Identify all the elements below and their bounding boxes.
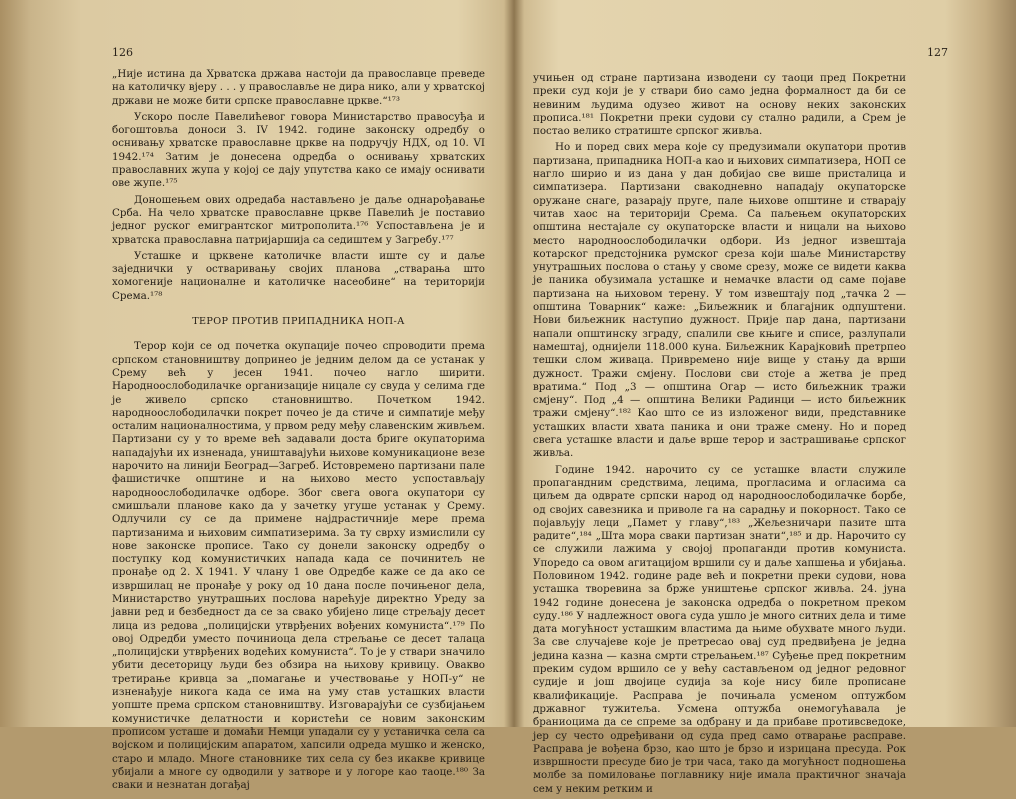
right-page	[508, 0, 1016, 795]
body-paragraph: Ускоро после Павелићевог говора Министарство правосуђа и богоштовља доноси 3. IV 1942. године законску одредбу о оснивању хрватске православне цркве на подручју НДХ, од 10. VI 1942.¹⁷⁴ Затим је донесена одредба о оснивању хрватских православних жупа у којој се дају упутства како се имају оснивати ове жупе.¹⁷⁵	[112, 110, 485, 190]
right-page-text	[533, 72, 906, 799]
body-paragraph: Доношењем ових одредаба настављено је даље однарођавање Срба. На чело хрватске православне цркве Павелић је поставио једног руског емигрантског митрополита.¹⁷⁶ Успостављена је и хрватска православна патријаршија са седиштем у Загребу.¹⁷⁷	[112, 193, 485, 246]
page-number: 127	[927, 46, 948, 59]
body-paragraph: Но и поред свих мера које су предузимали окупатори против партизана, припадника НОП-а као и њихових симпатизера, НОП се нагло ширио и из дана у дан добијао све више присталица и симпатизера. Партизани свакодневно нападају окупаторске оружане снаге, разарају пруге, пале њихове општине и стварају читав хаос на територији Срема. Са паљењем окупаторских општина нестајале су окупаторске власти и ницали на њихово место народноослободилачки одбори. Из једног извештаја котарског предстојника румског среза који шаље Министарству унутрашњих послова о стању у своме срезу, може се видети каква је паника обузимала усташке и немачке власти од саме појаве партизана на њиховом терену. У том извештају под „тачка 2 — општина Товарник“ каже: „Биљежник и благајник одпуштени. Нови биљежник наступио дужност. Прије пар дана, партизани напали општинску зграду, спалили све књиге и списе, разлупали намештај, однијели 118.000 куна. Биљежник Карајковић претрпео тешки слом живаца. Привремено није вище у стању да врши дужност. Тражи смјену. Послови сви стоје а жетва је пред вратима.“ Под „3 — општина Огар — исто биљежник тражи смјену“. Под „4 — општина Велики Радинци — исто биљежник тражи смјену“.¹⁸² Као што се из изложеног види, представнике усташких власти хвата паника и они траже смену. Но и поред свега усташке власти и даље врше терор и застрашивање српског живља.	[533, 141, 906, 460]
body-paragraph: учињен од стране партизана изводени су таоци пред Покретни преки суд који је у ствари био само једна формалност да би се невиним људима одузео живот на основу неких законских прописа.¹⁸¹ Покретни преки судови су стално радили, а Срем је постао велико стратиште српског живља.	[533, 72, 906, 138]
quote-paragraph: „Није истина да Хрватска држава настоји да православце преведе на католичку вјеру . . . у православље не дира нико, али у хрватској држави не може бити српске православне цркве.“¹⁷³	[112, 68, 485, 107]
body-paragraph: Године 1942. нарочито су се усташке власти служиле пропагандним средствима, лецима, прогласима и огласима са циљем да одврате српски народ од народноослободилачке борбе, од својих савезника и приволе га на сарадњу и покорност. Тако се појављују леци „Памет у главу“,¹⁸³ „Жељезничари пазите шта радите“,¹⁸⁴ „Шта мора сваки партизан знати“,¹⁸⁵ и др. Нарочито су се служили лажима у својој пропаганди против комуниста. Упоредо са овом агитацијом вршили су и даље хапшења и убијања. Половином 1942. године раде већ и покретни преки судови, нова усташка творевина за брже уништење српског живља. 24. јуна 1942 године донесена је законска одредба о покретном преком суду.¹⁸⁶ У надлежност овога суда ушло је много ситних дела и тиме дата могућност усташким властима да њиме обухвате много људи. За све случајеве које је претресао овај суд предвиђена је једна једина казна — казна смрти стрељањем.¹⁸⁷ Суђење пред покретним преким судом вршило се у већу састављеном од једног редовног судије и још двојице судија за које нису биле прописане квалификације. Расправа је почињала усменом оптужбом државног тужитеља. Усмена оптужба онемогућавала је браниоцима да се спреме за одбрану и да прибаве противсведоке, јер су често одређивани од суда пред само отварање расправе. Расправа је вођена брзо, као што је брзо и изрицана пресуда. Рок извршности пресуде био је три часа, тако да могућност подношења молбе за помиловање поглавнику није имала практичног значаја сем у неким ретким и	[533, 463, 906, 795]
left-page-text	[112, 68, 485, 795]
body-paragraph: Усташке и црквене католичке власти иште су и даље заједнички у остваривању својих планова „стварања што хомогеније националне и католичке насеобине“ на територији Срема.¹⁷⁸	[112, 249, 485, 302]
section-heading: ТЕРОР ПРОТИВ ПРИПАДНИКА НОП-А	[192, 316, 405, 328]
body-paragraph: Терор који се од почетка окупације почео спроводити према српском становништву допринео је једним делом да се устанак у Срему већ у јесен 1941. почео нагло ширити. Народноослободилачке организације ницале су свуда у селима где је живело српско становништво. Почетком 1942. народноослободилачки покрет почео је да стиче и симпатије међу осталим националностима, у првом реду међу славенским живљем. Партизани су у то време већ задавали доста бриге окупаторима нападајући их изненада, уништавајући њихове комуникационе везе нарочито на линији Београд—Загреб. Истовремено партизани пале фашистичке општине и на њихово место успостављају народноослободилачке одборе. Због свега овога окупатори су смишљали планове како да у зачетку угуше устанак у Срему. Одлучили су се да примене најдрастичније мере према партизанима и њиховим симпатизерима. За ту сврху измислили су нове законске прописе. Тако су донели законску одредбу о поступку код комунистичких напада када се починитељ не пронађе од 2. X 1941. У члану 1 ове Одредбе каже се да ако се извршилац не пронађе у року од 10 дана после почињеног дела, Министарство унутрашњих послова нарећује директно Уреду за јавни ред и безбедност да се за свако убијено лице стрељају десет лица из редова „полицијски утврђених вођених комуниста“.¹⁷⁹ По овој Одредби уместо починиоца дела стрељање се десет талаца „полицијски утврђених водећих комуниста“. То је у ствари значило убити десеторицу људи без обзира на њихову кривицу. Овакво третирање кривца за „помагање и учествовање у НОП-у“ не изненађује никога када се има на уму став усташких власти уопште према српском становништву. Изговарајући се сузбијањем комунистичке делатности и користећи се новим законским прописом усташе и домаћи Немци упадали су у устаничка села са војском и полицијским апаратом, хапсили одреда мушко и женско, старо и младо. Многе становнике тих села су без икакве кривице убијали а многе су одводили у затворе и у логоре као таоце.¹⁸⁰ За сваки и незнатан догађај	[112, 340, 485, 792]
page-number: 126	[112, 46, 133, 59]
left-page	[0, 0, 508, 792]
